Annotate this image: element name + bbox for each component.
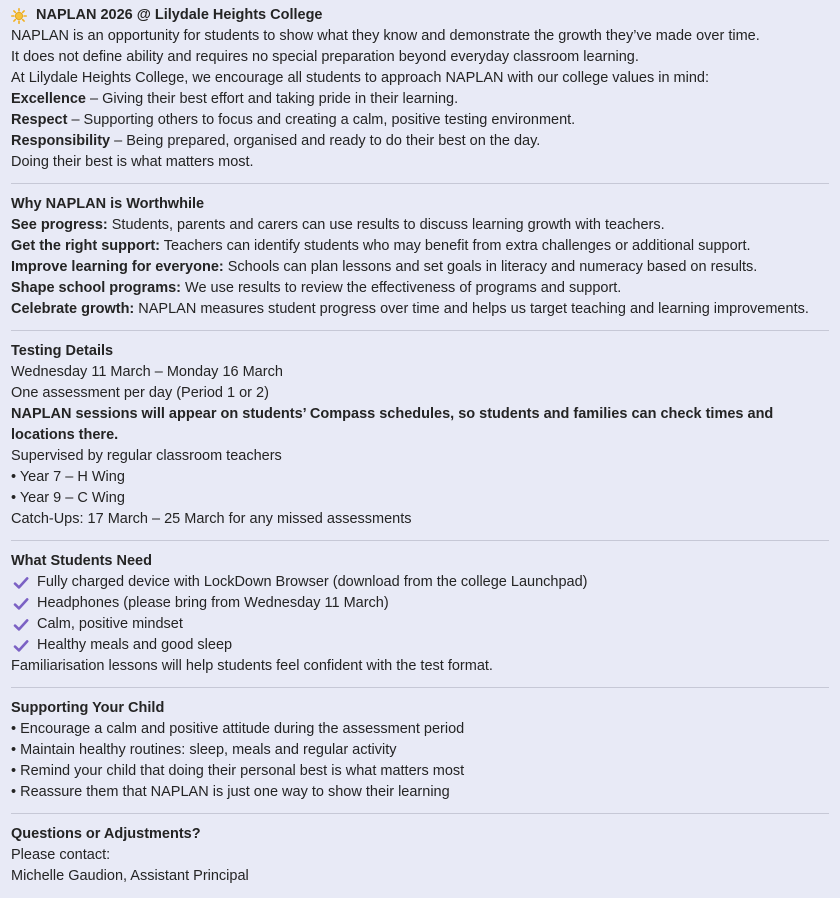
contact-name: Michelle Gaudion, Assistant Principal <box>11 868 249 884</box>
needs-item: Healthy meals and good sleep <box>11 635 829 656</box>
contact-label: Please contact: <box>11 847 111 863</box>
testing-location: • Year 9 – C Wing <box>11 490 125 506</box>
value-responsibility: Responsibility – Being prepared, organised and ready to do their best on the day. <box>11 133 541 149</box>
supporting-heading: Supporting Your Child <box>11 700 165 716</box>
intro-line: NAPLAN is an opportunity for students to show what they know and demonstrate the growth they’ve made over time. <box>11 28 760 44</box>
worthwhile-heading: Why NAPLAN is Worthwhile <box>11 196 205 212</box>
supporting-item: • Maintain healthy routines: sleep, meals and regular activity <box>11 742 397 758</box>
compass-note: NAPLAN sessions will appear on students’ Compass schedules, so students and families can check times and locations there. <box>11 406 774 443</box>
section-divider <box>11 540 829 541</box>
worthwhile-item: See progress: Students, parents and carers can use results to discuss learning growth with teachers. <box>11 217 665 233</box>
needs-item: Calm, positive mindset <box>11 614 829 635</box>
sun-icon <box>11 8 27 24</box>
post-title: NAPLAN 2026 @ Lilydale Heights College <box>36 7 323 23</box>
section-divider <box>11 183 829 184</box>
needs-item: Headphones (please bring from Wednesday 11 March) <box>11 593 829 614</box>
worthwhile-item: Celebrate growth: NAPLAN measures student progress over time and helps us target teaching and learning improvements. <box>11 301 809 317</box>
intro-line: At Lilydale Heights College, we encourage all students to approach NAPLAN with our college values in mind: <box>11 70 710 86</box>
needs-item: Fully charged device with LockDown Browser (download from the college Launchpad) <box>11 572 829 593</box>
section-divider <box>11 330 829 331</box>
worthwhile-item: Get the right support: Teachers can identify students who may benefit from extra challenges or additional support. <box>11 238 751 254</box>
questions-heading: Questions or Adjustments? <box>11 826 201 842</box>
needs-note: Familiarisation lessons will help students feel confident with the test format. <box>11 658 493 674</box>
section-divider <box>11 687 829 688</box>
value-excellence: Excellence – Giving their best effort and taking pride in their learning. <box>11 91 459 107</box>
testing-dates: Wednesday 11 March – Monday 16 March <box>11 364 283 380</box>
value-respect: Respect – Supporting others to focus and creating a calm, positive testing environment. <box>11 112 576 128</box>
testing-per-day: One assessment per day (Period 1 or 2) <box>11 385 269 401</box>
checkmark-icon <box>13 617 29 633</box>
worthwhile-item: Shape school programs: We use results to review the effectiveness of programs and support. <box>11 280 622 296</box>
intro-line: It does not define ability and requires no special preparation beyond everyday classroom learning. <box>11 49 639 65</box>
testing-heading: Testing Details <box>11 343 114 359</box>
post-title-row <box>11 5 829 26</box>
intro-closing: Doing their best is what matters most. <box>11 154 254 170</box>
testing-catchups: Catch-Ups: 17 March – 25 March for any missed assessments <box>11 511 412 527</box>
supporting-item: • Remind your child that doing their personal best is what matters most <box>11 763 465 779</box>
testing-supervised: Supervised by regular classroom teachers <box>11 448 282 464</box>
worthwhile-item: Improve learning for everyone: Schools can plan lessons and set goals in literacy and numeracy based on results. <box>11 259 758 275</box>
checkmark-icon <box>13 638 29 654</box>
testing-location: • Year 7 – H Wing <box>11 469 125 485</box>
supporting-item: • Encourage a calm and positive attitude during the assessment period <box>11 721 465 737</box>
section-divider <box>11 813 829 814</box>
checkmark-icon <box>13 596 29 612</box>
needs-heading: What Students Need <box>11 553 152 569</box>
checkmark-icon <box>13 575 29 591</box>
supporting-item: • Reassure them that NAPLAN is just one way to show their learning <box>11 784 450 800</box>
